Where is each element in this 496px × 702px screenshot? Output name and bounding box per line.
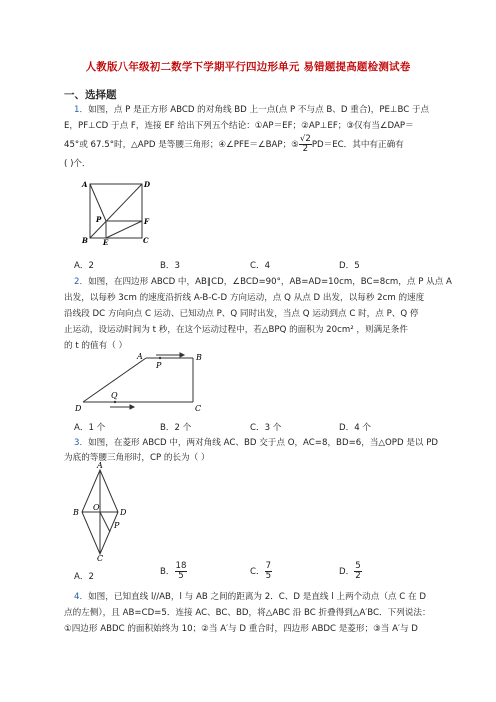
q3-label-d: D: [120, 508, 127, 517]
document-title: 人教版八年级初二数学下学期平行四边形单元 易错题提高题检测试卷: [85, 61, 411, 73]
q1-line-2: E，PF⊥CD 于点 F，连接 EF 给出下列五个结论：①AP＝EF；②AP⊥EF；③仅有当∠DAP＝: [64, 121, 414, 131]
q3-label-a: A: [97, 462, 103, 470]
q2-label-d: D: [75, 404, 82, 413]
q2-line-5: 的 t 的值有（ ）: [64, 341, 128, 351]
q3-option-b: B． $\frac{18}{5}$: [160, 561, 187, 581]
q3-figure-rhombus: [70, 462, 130, 562]
q2-number: 2．: [74, 277, 89, 287]
q1-label-a: A: [82, 180, 88, 189]
q2-line-1: 2．如图，在四边形 ABCD 中，AB∥CD，∠BCD=90°，AB=AD=10cm，BC=8cm，点 P 从点 A: [74, 277, 452, 287]
q1-label-f: F: [144, 217, 149, 226]
q3-label-c: C: [97, 554, 104, 562]
q1-option-d: D．5: [339, 261, 360, 271]
q3-option-a: A．2: [74, 572, 94, 582]
q2-option-b: B．2 个: [160, 423, 192, 433]
q2-option-a: A．1 个: [74, 423, 106, 433]
q1-figure-square: [80, 178, 160, 246]
q2-line-3: 沿线段 DC 方向向点 C 运动、已知动点 P、Q 同时出发，当点 Q 运动到点 C 时，点 P、Q 停: [64, 309, 419, 319]
q3-label-o: O: [93, 503, 100, 512]
q3-option-d: D． $\frac{5}{2}$: [339, 561, 361, 581]
q1-line-1: 1．如图，点 P 是正方形 ABCD 的对角线 BD 上一点(点 P 不与点 B、D 重合)，PE⊥BC 于点: [74, 105, 430, 115]
q2-option-c: C．3 个: [250, 423, 282, 433]
q4-line-2: 点的左侧），且 AB=CD=5．连接 AC、BC、BD，将△ABC 沿 BC 折叠得到△A′BC．下列说法：: [64, 608, 431, 618]
q1-label-b: B: [82, 236, 88, 245]
q3-line-2: 为底的等腰三角形时，CP 的长为（ ）: [64, 453, 210, 463]
q2-figure-trapezoid: [70, 350, 220, 416]
q2-line-4: 止运动，设运动时间为 t 秒，在这个运动过程中，若△BPQ 的面积为 20cm² ，则满足条件: [64, 325, 408, 335]
q1-sqrt2-over-2: $\frac{√2}{2}$: [299, 134, 311, 154]
q2-label-a: A: [137, 352, 143, 361]
q4-line-3: ①四边形 ABDC 的面积始终为 10；②当 A′与 D 重合时，四边形 ABDC 是菱形；③当 A′与 D: [64, 624, 418, 634]
q1-option-b: B．3: [160, 261, 180, 271]
section-heading: 一、选择题: [64, 89, 117, 101]
q1-option-c: C．4: [250, 261, 271, 271]
q2-label-c: C: [195, 404, 202, 413]
q4-number: 4．: [74, 592, 89, 602]
q3-label-p: P: [114, 521, 120, 530]
q1-label-e: E: [103, 238, 109, 246]
q1-label-p: P: [96, 215, 102, 224]
q2-label-b: B: [196, 353, 202, 362]
q3-option-c: C． $\frac{7}{5}$: [250, 561, 272, 581]
q3-line-1: 3．如图，在菱形 ABCD 中，两对角线 AC、BD 交于点 O，AC=8，BD=6，当△OPD 是以 PD: [74, 438, 439, 448]
q1-option-a: A．2: [74, 261, 94, 271]
q1-line-3: 45°或 67.5°时，△APD 是等腰三角形；④∠PFE＝∠BAP；⑤ $\frac{√2}{2}$ PD＝EC．其中有正确有: [64, 134, 404, 154]
q2-label-q: Q: [111, 391, 118, 400]
q2-line-2: 出发，以每秒 3cm 的速度沿折线 A-B-C-D 方向运动，点 Q 从点 D 出发，以每秒 2cm 的速度: [64, 293, 425, 303]
q2-label-p: P: [156, 361, 162, 370]
q3-number: 3．: [74, 438, 89, 448]
q1-label-d: D: [144, 180, 151, 189]
q4-line-1: 4．如图，已知直线 l//AB，l 与 AB 之间的距离为 2．C、D 是直线 l 上两个动点（点 C 在 D: [74, 592, 426, 602]
q1-line-4: ( )个．: [64, 159, 91, 169]
q2-option-d: D．4 个: [339, 423, 372, 433]
q1-number: 1．: [74, 105, 89, 115]
q3-label-b: B: [73, 508, 79, 517]
q1-label-c: C: [143, 236, 149, 245]
